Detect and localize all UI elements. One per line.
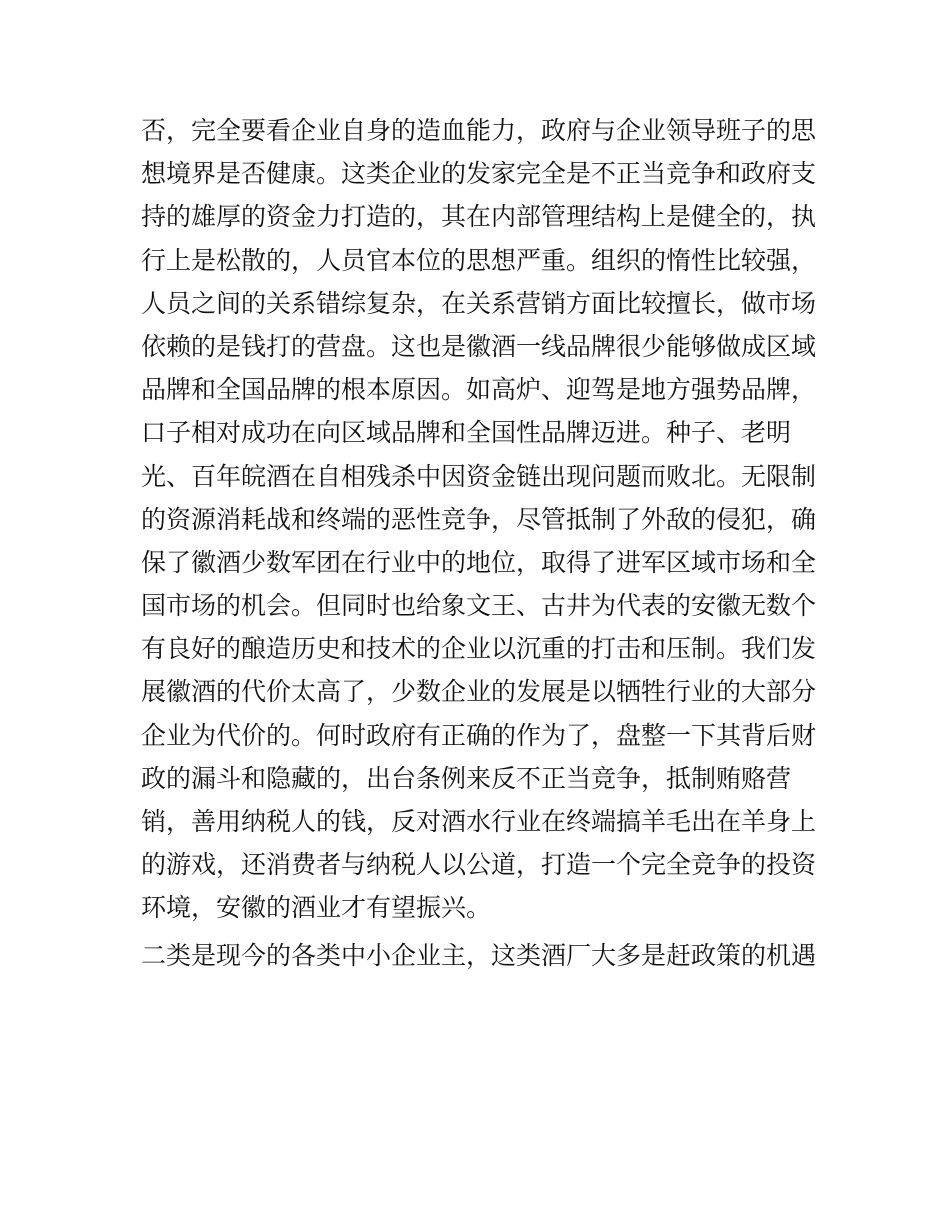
text-line: 否，完全要看企业自身的造血能力，政府与企业领导班子的思 bbox=[141, 116, 817, 145]
text-line: 国市场的机会。但同时也给象文王、古井为代表的安徽无数个 bbox=[141, 591, 817, 621]
text-line: 的游戏，还消费者与纳税人以公道，打造一个完全竞争的投资 bbox=[141, 850, 817, 880]
text-line: 企业为代价的。何时政府有正确的作为了，盘整一下其背后财 bbox=[141, 720, 817, 750]
text-line: 光、百年皖酒在自相残杀中因资金链出现问题而败北。无限制 bbox=[141, 461, 817, 491]
text-line: 保了徽酒少数军团在行业中的地位，取得了进军区域市场和全 bbox=[141, 547, 817, 577]
text-line: 销，善用纳税人的钱，反对酒水行业在终端搞羊毛出在羊身上 bbox=[141, 807, 817, 836]
text-line: 展徽酒的代价太高了，少数企业的发展是以牺牲行业的大部分 bbox=[141, 677, 817, 707]
text-line: 品牌和全国品牌的根本原因。如高炉、迎驾是地方强势品牌， bbox=[141, 375, 817, 405]
text-line: 政的漏斗和隐藏的，出台条例来反不正当竞争，抵制贿赂营 bbox=[141, 763, 792, 793]
text-line: 的资源消耗战和终端的恶性竞争，尽管抵制了外敌的侵犯，确 bbox=[141, 504, 817, 534]
text-line: 口子相对成功在向区域品牌和全国性品牌迈进。种子、老明 bbox=[141, 418, 792, 448]
text-line: 持的雄厚的资金力打造的，其在内部管理结构上是健全的，执 bbox=[141, 202, 817, 232]
text-line: 有良好的酿造历史和技术的企业以沉重的打击和压制。我们发 bbox=[141, 634, 817, 664]
body-text bbox=[141, 109, 821, 977]
text-line: 依赖的是钱打的营盘。这也是徽酒一线品牌很少能够做成区域 bbox=[141, 331, 817, 361]
text-line: 二类是现今的各类中小企业主，这类酒厂大多是赶政策的机遇 bbox=[141, 940, 817, 970]
text-line: 行上是松散的，人员官本位的思想严重。组织的惰性比较强， bbox=[141, 245, 817, 275]
text-line: 想境界是否健康。这类企业的发家完全是不正当竞争和政府支 bbox=[141, 159, 817, 189]
text-line: 环境，安徽的酒业才有望振兴。 bbox=[141, 893, 492, 923]
text-line: 人员之间的关系错综复杂，在关系营销方面比较擅长，做市场 bbox=[141, 288, 817, 318]
